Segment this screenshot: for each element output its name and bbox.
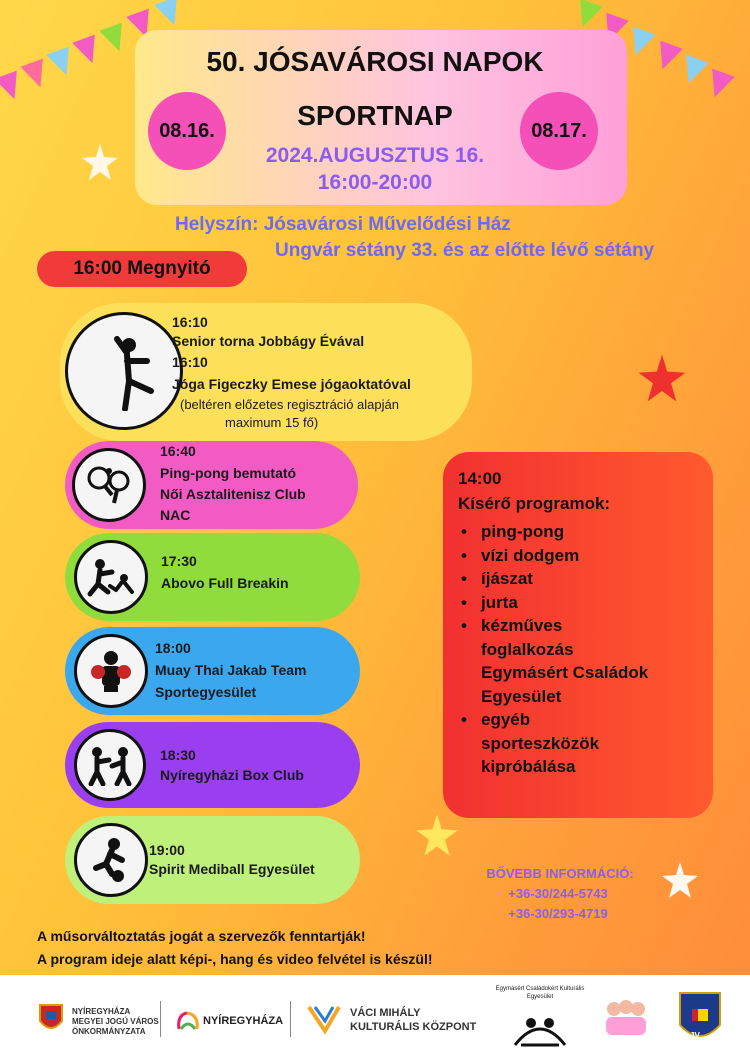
event-time: 16:10 xyxy=(172,314,208,330)
event-time: 16:00-20:00 xyxy=(317,171,433,194)
event-time: 18:00 xyxy=(155,640,191,656)
event-note: (beltéren előzetes regisztráció alapján xyxy=(180,397,399,412)
boxing-icon xyxy=(74,729,146,801)
info-phone-2: +36-30/293-4719 xyxy=(508,906,608,921)
event-card-mediball xyxy=(65,816,360,904)
bunting-flag xyxy=(154,0,185,29)
city-crest-icon xyxy=(38,1003,64,1035)
logo-city-line-3: ÖNKORMÁNYZATA xyxy=(72,1027,146,1036)
notice-line-2: A program ideje alatt képi-, hang és video felvétel is készül! xyxy=(37,951,433,967)
divider xyxy=(290,1001,291,1037)
event-time: 16:40 xyxy=(160,443,196,459)
event-time: 17:30 xyxy=(161,553,197,569)
list-item: • vízi dodgem xyxy=(481,544,648,568)
breakdance-icon xyxy=(74,540,148,614)
logo-vmkk-line-1: VÁCI MIHÁLY xyxy=(350,1007,421,1019)
list-item: Egyesület xyxy=(481,686,562,706)
info-title: BŐVEBB INFORMÁCIÓ: xyxy=(486,866,634,881)
event-title: Sportegyesület xyxy=(155,684,257,700)
logo-jv: JV xyxy=(690,1031,700,1040)
event-title: Ping-pong bemutató xyxy=(160,465,297,481)
notice-line-1: A műsorváltoztatás jogát a szervezők fenntartják! xyxy=(37,928,366,944)
page-title: 50. JÓSAVÁROSI NAPOK xyxy=(206,46,544,77)
event-card-box-club xyxy=(65,722,360,808)
divider xyxy=(160,1001,161,1037)
event-time: 18:30 xyxy=(160,747,196,763)
side-time: 14:00 xyxy=(458,469,502,488)
logo-vmkk-line-2: KULTURÁLIS KÖZPONT xyxy=(350,1021,477,1033)
muay-thai-icon xyxy=(74,634,148,708)
side-program-list xyxy=(451,520,648,779)
event-title: Muay Thai Jakab Team xyxy=(155,662,307,678)
event-card-muay-thai xyxy=(65,627,360,715)
event-time: 19:00 xyxy=(149,842,185,858)
list-item: kipróbálása xyxy=(481,757,576,776)
footer-logos xyxy=(0,975,750,1061)
list-item: • egyéb xyxy=(481,708,648,732)
bunting-flag xyxy=(571,0,602,31)
nyiregyhaza-logo-icon xyxy=(175,1009,201,1033)
white-star-icon xyxy=(660,860,700,900)
logo-city-line-2: MEGYEI JOGÚ VÁROS xyxy=(72,1017,159,1026)
list-item: • íjászat xyxy=(481,567,648,591)
list-item: sporteszközök xyxy=(481,733,600,753)
event-title: Senior torna Jobbágy Évával xyxy=(172,333,365,349)
list-item: foglalkozás xyxy=(481,639,574,659)
yellow-star-icon xyxy=(414,812,460,858)
list-item: • ping-pong xyxy=(481,520,648,544)
page-subtitle: SPORTNAP xyxy=(297,100,453,131)
event-title: Spirit Mediball Egyesület xyxy=(149,861,315,877)
location-line-1: Helyszín: Jósavárosi Művelődési Ház xyxy=(175,214,511,235)
event-card-breakin xyxy=(65,533,360,621)
list-item: Egymásért Családok xyxy=(481,663,649,682)
opening-badge xyxy=(37,251,247,287)
side-title: Kísérő programok: xyxy=(458,494,611,513)
event-title: Jóga Figeczky Emese jógaoktatóval xyxy=(172,376,411,392)
vaci-mihaly-logo-icon xyxy=(305,1001,343,1039)
red-star-icon xyxy=(636,352,688,404)
opening-text: 16:00 Megnyitó xyxy=(73,258,211,279)
date-right-text: 08.17. xyxy=(531,119,587,142)
children-logo-icon xyxy=(600,997,652,1041)
event-title: Női Asztalitenisz Club xyxy=(160,486,306,502)
location-line-2: Ungvár sétány 33. és az előtte lévő sétány xyxy=(275,240,655,261)
yoga-icon xyxy=(65,312,183,430)
event-card-ping-pong xyxy=(65,441,358,529)
logo-nyiregyhaza: NYÍREGYHÁZA xyxy=(203,1015,284,1027)
mediball-icon xyxy=(74,823,148,897)
event-title: NAC xyxy=(160,507,191,523)
shield-logo-icon xyxy=(676,989,724,1049)
event-date: 2024.AUGUSZTUS 16. xyxy=(265,144,485,167)
logo-city-line-1: NYÍREGYHÁZA xyxy=(72,1007,131,1016)
event-time: 16:10 xyxy=(172,354,208,370)
info-phone-1: +36-30/244-5743 xyxy=(508,886,608,901)
list-item: • kézműves xyxy=(481,614,648,638)
list-item: • jurta xyxy=(481,591,648,615)
date-left-text: 08.16. xyxy=(159,119,215,142)
event-card-yoga xyxy=(60,303,472,441)
ping-pong-icon xyxy=(72,448,146,522)
event-title: Abovo Full Breakin xyxy=(161,575,289,591)
event-note: maximum 15 fő) xyxy=(225,415,319,430)
logo-family-association: Egymásért Családokért Kulturális Egyesület xyxy=(495,986,585,1000)
side-programs-box xyxy=(443,452,713,818)
event-title: Nyíregyházi Box Club xyxy=(160,767,304,783)
